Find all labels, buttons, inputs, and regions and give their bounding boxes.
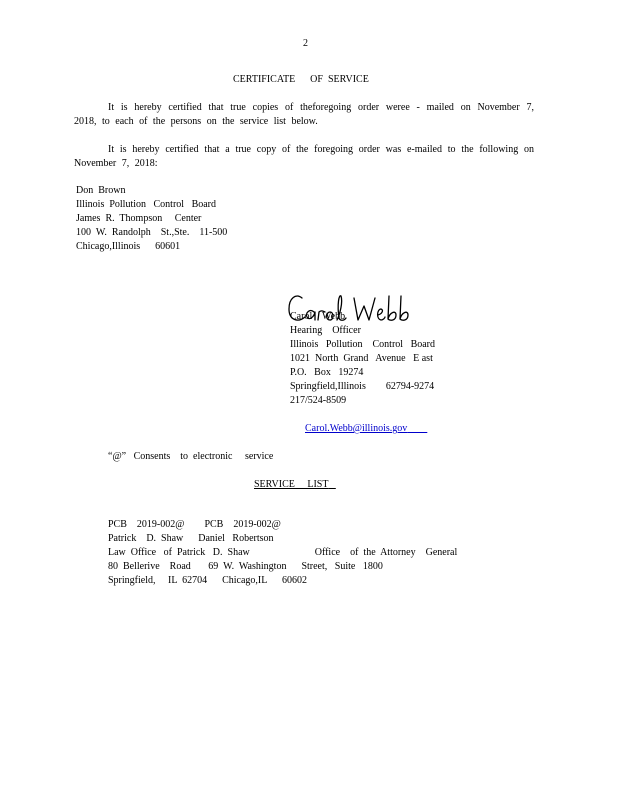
signer-line: Hearing Officer [290, 325, 361, 336]
signer-line: 1021 North Grand Avenue E ast [290, 353, 433, 364]
recipient-line: 100 W. Randolph St.,Ste. 11-500 [76, 227, 228, 238]
service-list-heading-text: SERVICE LIST [254, 479, 329, 490]
service-list-row: Law Office of Patrick D. Shaw Office of the Attorney General [108, 547, 458, 558]
certificate-heading: CERTIFICATE OF SERVICE [233, 74, 369, 85]
certificate-paragraph-2-text: It is hereby certified that a true copy of the foregoing order was e-mailed to the following on November 7, 2018: [74, 144, 534, 169]
consent-note: “@” Consents to electronic service [108, 451, 274, 462]
signer-line: P.O. Box 19274 [290, 367, 364, 378]
signer-line: 217/524-8509 [290, 395, 347, 406]
service-list-row: Springfield, IL 62704 Chicago,IL 60602 [108, 575, 307, 586]
service-list-row: PCB 2019-002@ PCB 2019-002@ [108, 519, 281, 530]
service-list-row: 80 Bellerive Road 69 W. Washington Street, Suite 1800 [108, 561, 383, 572]
signer-email-wrap [290, 408, 427, 450]
recipient-line: Chicago,Illinois 60601 [76, 241, 181, 252]
certificate-paragraph-1-text: It is hereby certified that true copies of theforegoing order weree - mailed on November 7, 2018, to each of the persons on the service list below. [74, 102, 534, 127]
certificate-paragraph-2 [74, 143, 534, 171]
service-list-row: Patrick D. Shaw Daniel Robertson [108, 533, 274, 544]
signer-line: Carol Webb [290, 311, 346, 322]
recipient-line: James R. Thompson Center [76, 213, 202, 224]
service-list-heading [254, 478, 336, 492]
page-number: 2 [303, 38, 308, 49]
signer-line: Springfield,Illinois 62794-9274 [290, 381, 435, 392]
recipient-line: Illinois Pollution Control Board [76, 199, 217, 210]
signer-line: Illinois Pollution Control Board [290, 339, 436, 350]
handwritten-signature [286, 262, 416, 302]
recipient-line: Don Brown [76, 185, 126, 196]
certificate-paragraph-1 [74, 101, 534, 129]
signer-email-link[interactable]: Carol.Webb@illinois.gov [305, 423, 408, 434]
email-underline-trail [407, 423, 427, 434]
